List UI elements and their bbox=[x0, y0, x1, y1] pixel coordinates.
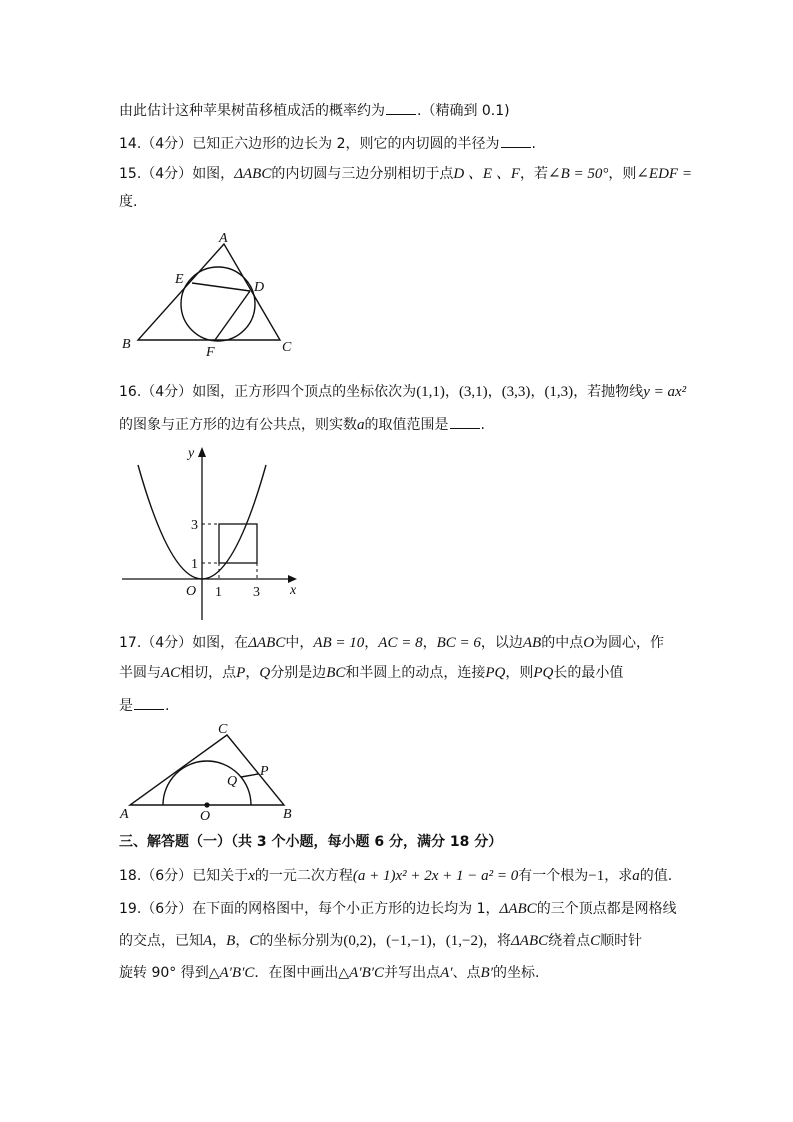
tick-x1: 1 bbox=[215, 585, 222, 600]
label-q: Q bbox=[227, 774, 238, 789]
label-b: B bbox=[283, 807, 292, 822]
question-14: 14.（4分）已知正六边形的边长为 2，则它的内切圆的半径为 . bbox=[119, 133, 536, 154]
axis-label-y: y bbox=[188, 446, 195, 461]
label-e: E bbox=[175, 272, 184, 287]
label-a: A bbox=[219, 231, 228, 246]
section-3-title: 三、解答题（一）（共 3 个小题，每小题 6 分，满分 18 分） bbox=[119, 834, 503, 850]
question-18: 18.（6分）已知关于x的一元二次方程(a + 1)x² + 2x + 1 − a² = 0有一个根为−1，求a的值. bbox=[119, 868, 673, 884]
tick-y1: 1 bbox=[191, 557, 198, 572]
question-19-line3: 旋转 90° 得到△A′B′C．在图中画出△A′B′C并写出点A′、点B′的坐标. bbox=[119, 965, 540, 981]
label-c: C bbox=[282, 340, 292, 355]
label-d: D bbox=[254, 280, 265, 295]
origin-label: O bbox=[186, 584, 197, 599]
question-17-line2: 半圆与AC相切，点P，Q分别是边BC和半圆上的动点，连接PQ，则PQ长的最小值 bbox=[119, 665, 624, 681]
question-17: 17.（4分）如图，在ΔABC中，AB = 10，AC = 8，BC = 6，以边AB的中点O为圆心，作 bbox=[119, 635, 665, 651]
label-f: F bbox=[206, 345, 215, 360]
question-15-line2: 度. bbox=[119, 194, 138, 210]
label-c: C bbox=[218, 722, 228, 737]
q13-text: 由此估计这种苹果树苗移植成活的概率约为 .（精确到 0.1) bbox=[119, 100, 510, 121]
label-a: A bbox=[120, 807, 129, 822]
tick-y3: 3 bbox=[191, 518, 198, 533]
center-o bbox=[204, 802, 209, 807]
segment-pq bbox=[241, 774, 258, 777]
tick-x3: 3 bbox=[253, 585, 260, 600]
question-15: 15.（4分）如图，ΔABC的内切圆与三边分别相切于点D 、E 、F，若∠B = 50°，则∠EDF = bbox=[119, 166, 692, 182]
question-16-line2: 的图象与正方形的边有公共点，则实数a的取值范围是 . bbox=[119, 414, 485, 435]
label-b: B bbox=[122, 337, 131, 352]
semicircle bbox=[163, 761, 251, 805]
label-p: P bbox=[260, 764, 269, 779]
question-17-line3: 是 . bbox=[119, 695, 169, 716]
question-16: 16.（4分）如图，正方形四个顶点的坐标依次为(1,1)，(3,1)，(3,3)，(1,3)，若抛物线y = ax² bbox=[119, 384, 687, 400]
question-19-line2: 的交点，已知A，B，C的坐标分别为(0,2)，(−1,−1)，(1,−2)，将ΔABC绕着点C顺时针 bbox=[119, 933, 643, 949]
question-19: 19.（6分）在下面的网格图中，每个小正方形的边长均为 1，ΔABC的三个顶点都是网格线 bbox=[119, 901, 677, 917]
axis-label-x: x bbox=[290, 583, 297, 598]
label-o: O bbox=[200, 809, 211, 824]
